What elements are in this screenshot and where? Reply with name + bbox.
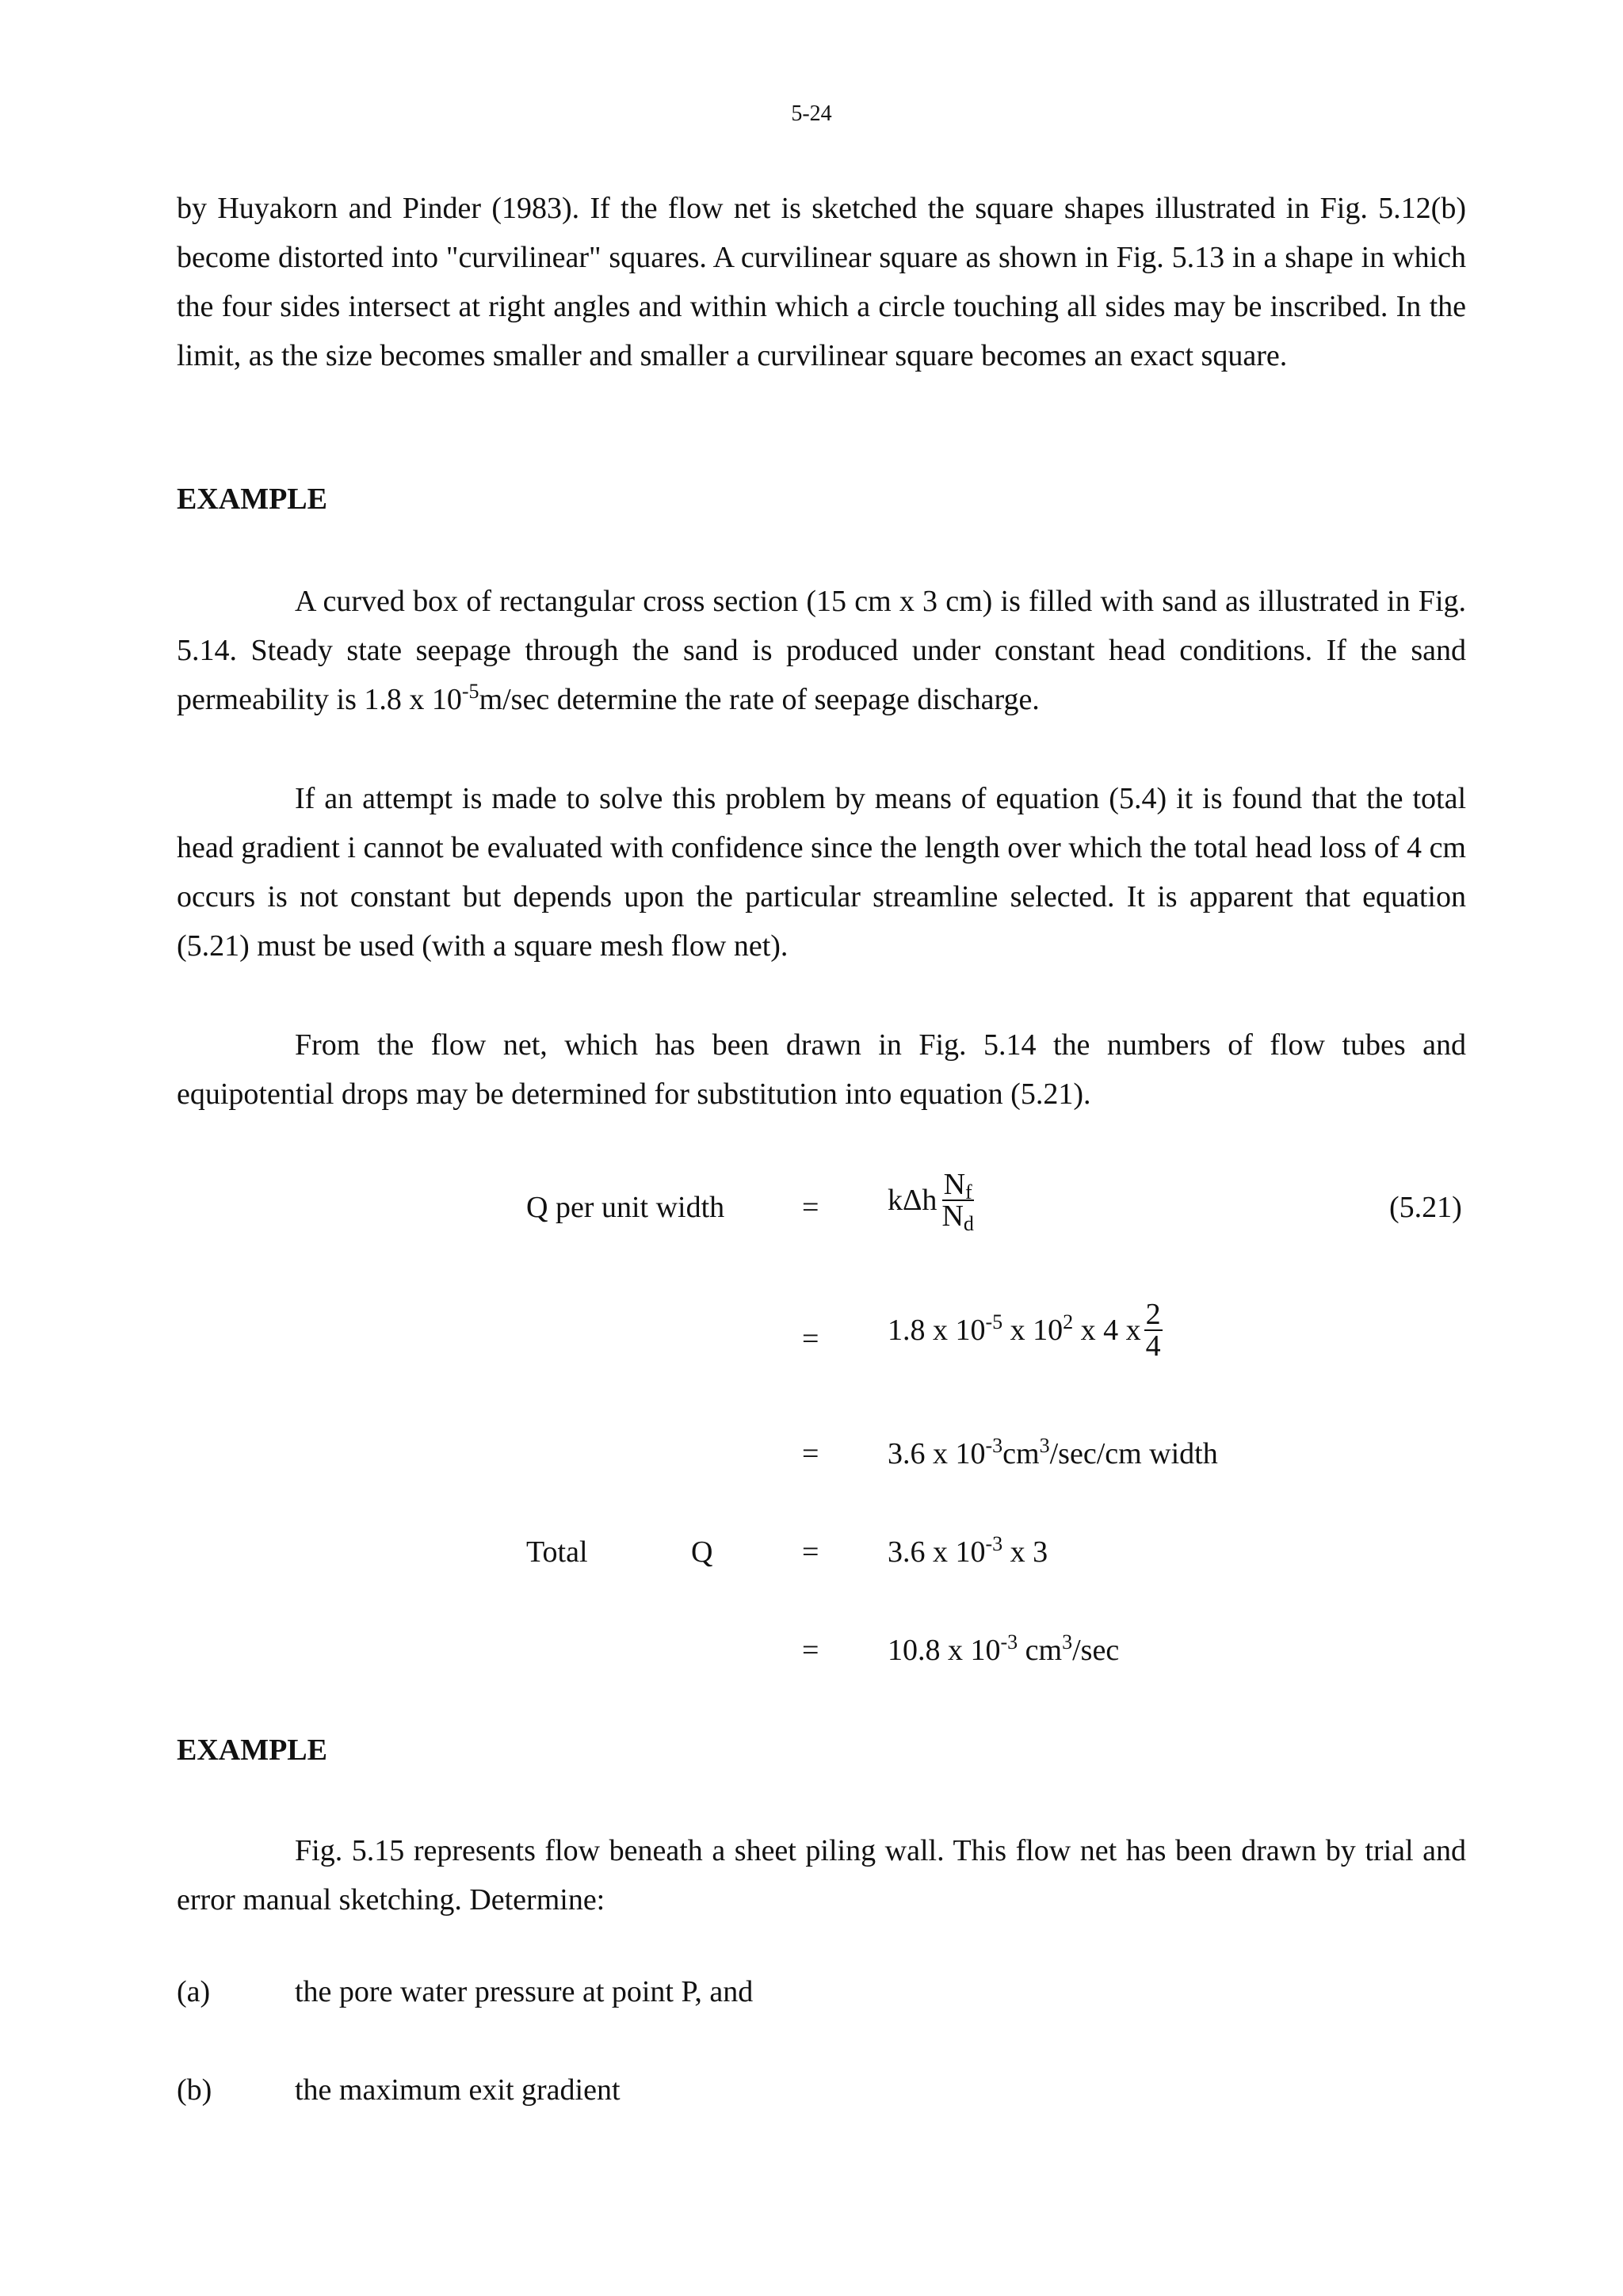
fraction: [1144, 1299, 1163, 1361]
superscript: -3: [985, 1532, 1003, 1555]
superscript: -3: [985, 1434, 1003, 1457]
text-run: 3.6 x 10: [888, 1535, 986, 1569]
list-item-label: (b): [177, 2073, 212, 2107]
equation-line-4: [888, 1532, 1048, 1569]
text-run: 3.6 x 10: [888, 1437, 986, 1470]
text-run: cm: [1018, 1634, 1063, 1667]
subscript: d: [963, 1212, 974, 1235]
text-run: kΔh: [888, 1184, 938, 1217]
text-run: 10.8 x 10: [888, 1634, 1001, 1667]
list-item-text: the pore water pressure at point P, and: [295, 1975, 754, 2008]
equals-sign: =: [802, 1437, 819, 1470]
superscript: -5: [985, 1310, 1003, 1333]
equation-line-2: [888, 1299, 1163, 1361]
equals-sign: =: [802, 1322, 819, 1356]
equation-number: (5.21): [1389, 1191, 1462, 1224]
text-run: cm: [1002, 1437, 1040, 1470]
text-run: x 10: [1002, 1314, 1064, 1347]
text-run: 1.8 x 10: [888, 1314, 986, 1347]
paragraph-solution-approach: If an attempt is made to solve this problem by means of equation (5.4) it is found that the total head gradient i cannot be evaluated with confidence since the length over which the total head loss of 4 cm occurs is not constant but depends upon the particular streamline selected. It is apparent that equation (5.21) must be used (with a square mesh flow net).: [177, 782, 1466, 963]
equation-lhs: Q per unit width: [526, 1191, 725, 1224]
text-run: x 3: [1002, 1535, 1048, 1569]
superscript: 3: [1039, 1434, 1050, 1457]
equals-sign: =: [802, 1191, 819, 1224]
text-run: N: [941, 1199, 964, 1233]
text-run: A curved box of rectangular cross section (15 cm x 3 cm) is filled with sand as illustrated in Fig. 5.14. Steady state seepage through the sand is produced under constant head conditions. If the sand permeability is 1.8 x 10: [177, 585, 1466, 716]
numerator: 2: [1145, 1298, 1161, 1331]
text-run: m/sec determine the rate of seepage discharge.: [479, 683, 1040, 716]
fraction: [940, 1168, 975, 1235]
paragraph-sheet-piling: Fig. 5.15 represents flow beneath a sheet piling wall. This flow net has been drawn by trial and error manual sketching. Determine:: [177, 1834, 1466, 1917]
text-run: N: [943, 1168, 966, 1201]
paragraph-curved-box-problem: [177, 577, 1466, 724]
text-run: /sec/cm width: [1049, 1437, 1218, 1470]
paragraph-curvilinear-squares: by Huyakorn and Pinder (1983). If the flow net is sketched the square shapes illustrated in Fig. 5.12(b) become distorted into "curvilinear" squares. A curvilinear square as shown in Fig. 5.13 in a shape in which the four sides intersect at right angles and within which a circle touching all sides may be inscribed. In the limit, as the size becomes smaller and smaller a curvilinear square becomes an exact square.: [177, 192, 1466, 372]
superscript: 2: [1063, 1310, 1074, 1333]
superscript: -3: [1000, 1630, 1018, 1653]
heading-example-1: EXAMPLE: [177, 482, 327, 516]
equation-line-5: [888, 1630, 1120, 1668]
subscript: f: [965, 1180, 972, 1203]
equation-line-3: [888, 1436, 1218, 1471]
text-run: x 4 x: [1073, 1314, 1141, 1347]
denominator: 4: [1145, 1329, 1161, 1363]
list-item-label: (a): [177, 1975, 211, 2008]
heading-example-2: EXAMPLE: [177, 1733, 327, 1767]
equals-sign: =: [802, 1535, 819, 1569]
equation-line-1: [888, 1168, 976, 1235]
denominator: [940, 1199, 975, 1235]
superscript: 3: [1062, 1630, 1073, 1653]
text-run: /sec: [1072, 1634, 1120, 1667]
superscript: -5: [461, 680, 479, 703]
equals-sign: =: [802, 1634, 819, 1667]
total-label: Total: [526, 1535, 588, 1569]
total-q-symbol: Q: [691, 1535, 713, 1569]
page-number: 5-24: [791, 101, 832, 126]
text-run: [888, 1310, 1141, 1347]
list-item-text: the maximum exit gradient: [295, 2073, 621, 2107]
paragraph-flow-net: From the flow net, which has been drawn in Fig. 5.14 the numbers of flow tubes and equipotential drops may be determined for substitution into equation (5.21).: [177, 1028, 1466, 1111]
numerator: [942, 1169, 974, 1201]
